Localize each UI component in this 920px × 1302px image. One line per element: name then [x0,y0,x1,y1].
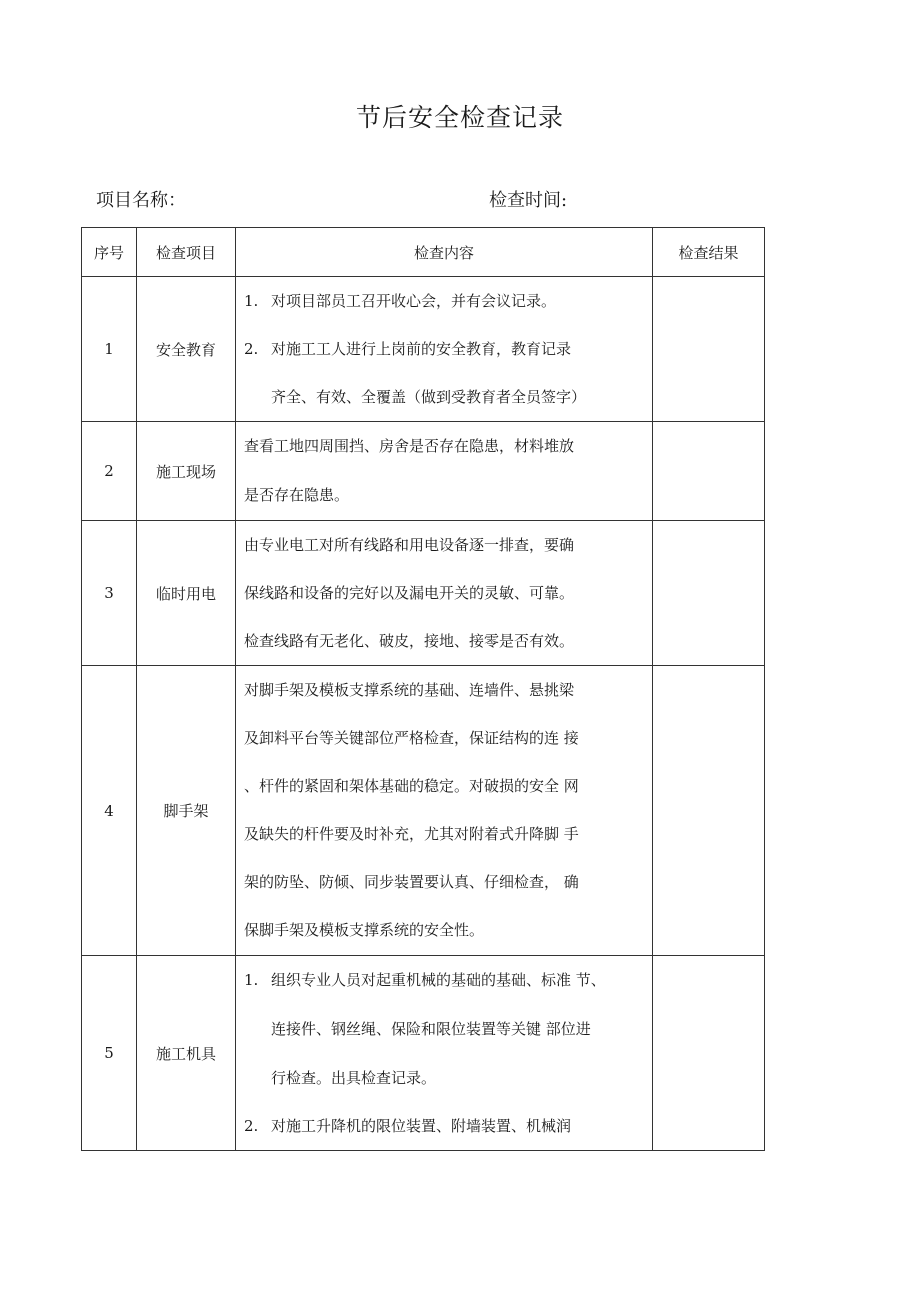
content-text: 对施工升降机的限位装置、附墙装置、机械润 [271,1117,572,1135]
row-no: 4 [82,666,137,956]
row-no: 5 [82,956,137,1151]
row-item: 脚手架 [137,666,236,956]
row-item: 施工现场 [137,422,236,521]
row-no: 1 [82,277,137,422]
content-line [244,1005,652,1054]
row-content [236,666,653,956]
content-text: 齐全、有效、全覆盖（做到受教育者全员签字） [271,388,587,406]
list-number: 1. [244,292,259,310]
content-line: 及缺失的杆件要及时补充，尤其对附着式升降脚 手 [244,825,579,843]
header-item: 检查项目 [137,228,236,277]
row-item: 安全教育 [137,277,236,422]
inspection-table [81,227,765,1151]
content-line: 是否存在隐患。 [244,486,350,504]
row-result [653,666,765,956]
row-no: 3 [82,521,137,666]
list-number: 1. [244,971,259,989]
content-line [244,1103,652,1150]
content-text: 对项目部员工召开收心会，并有会议记录。 [271,292,557,310]
content-text: 行检查。出具检查记录。 [271,1069,437,1087]
content-line: 保线路和设备的完好以及漏电开关的灵敏、可靠。 [244,584,575,602]
header-no: 序号 [82,228,137,277]
row-result [653,422,765,521]
content-line: 架的防坠、防倾、同步装置要认真、仔细检查， 确 [244,873,579,891]
row-content [236,422,653,521]
content-line [244,373,652,421]
content-line: 查看工地四周围挡、房舍是否存在隐患，材料堆放 [244,437,575,455]
table-row [82,422,765,521]
row-result [653,277,765,422]
row-content [236,277,653,422]
content-line: 及卸料平台等关键部位严格检查，保证结构的连 接 [244,729,579,747]
content-text: 对施工工人进行上岗前的安全教育，教育记录 [271,340,572,358]
header-result: 检查结果 [653,228,765,277]
content-line: 检查线路有无老化、破皮，接地、接零是否有效。 [244,632,575,650]
table-row [82,277,765,422]
table-row [82,956,765,1151]
table-row [82,521,765,666]
row-result [653,956,765,1151]
list-number: 2. [244,1117,259,1135]
row-item: 施工机具 [137,956,236,1151]
content-line: 对脚手架及模板支撑系统的基础、连墙件、悬挑梁 [244,681,575,699]
content-line [244,1054,652,1103]
header-content: 检查内容 [236,228,653,277]
row-item: 临时用电 [137,521,236,666]
document-title: 节后安全检查记录 [355,103,564,132]
content-line: 由专业电工对所有线路和用电设备逐一排查，要确 [244,536,575,554]
content-line [244,277,652,325]
row-no: 2 [82,422,137,521]
content-line: 、杆件的紧固和架体基础的稳定。对破损的安全 网 [244,777,579,795]
content-text: 连接件、钢丝绳、保险和限位装置等关键 部位进 [271,1020,591,1038]
row-result [653,521,765,666]
inspection-time-label: 检查时间: [489,190,568,211]
row-content [236,956,653,1151]
row-content [236,521,653,666]
content-line: 保脚手架及模板支撑系统的安全性。 [244,921,485,939]
project-name-label: 项目名称： [96,190,186,211]
content-text: 组织专业人员对起重机械的基础的基础、标准 节、 [271,971,606,989]
content-line [244,956,652,1005]
table-header-row [82,228,765,277]
content-line [244,325,652,373]
table-row [82,666,765,956]
list-number: 2. [244,340,259,358]
